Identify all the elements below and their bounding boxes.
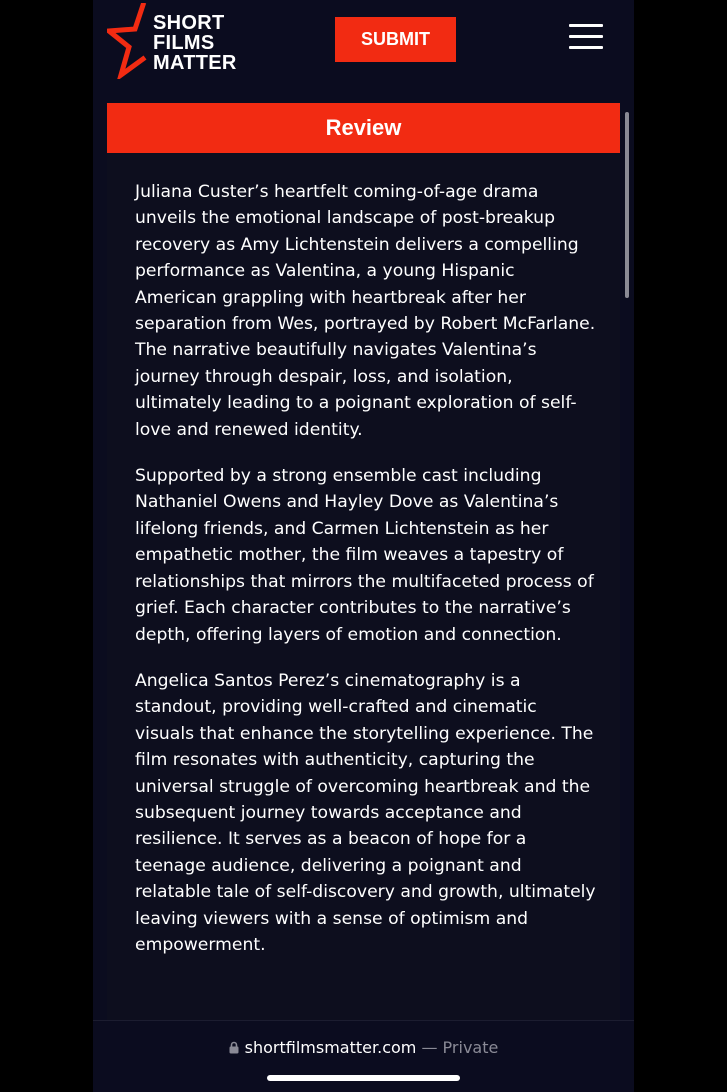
review-title: Review <box>107 103 620 153</box>
logo-wordmark <box>153 13 237 73</box>
review-paragraph-2: Supported by a strong ensemble cast including Nathaniel Owens and Hayley Dove as Valentina’s lifelong friends, and Carmen Lichtenstein as her empathetic mother, the film weaves a tapestry of relationships that mirrors the multifaceted process of grief. Each character contributes to the narrative’s depth, offering layers of emotion and connection. <box>135 466 594 645</box>
site-header <box>93 0 634 96</box>
home-indicator[interactable] <box>267 1075 460 1081</box>
url-domain: shortfilmsmatter.com <box>244 1038 417 1057</box>
page-scrollbar[interactable] <box>625 112 629 298</box>
logo-line-3: MATTER <box>153 52 237 74</box>
browser-address-bar[interactable] <box>93 1020 634 1092</box>
menu-button[interactable] <box>569 24 603 50</box>
lock-icon <box>229 1041 239 1054</box>
review-paragraph-3: Angelica Santos Perez’s cinematography is a standout, providing well-crafted and cinematic visuals that enhance the storytelling experience. The film resonates with authenticity, capturing the universal struggle of overcoming heartbreak and the subsequent journey towards acceptance and resilience. It serves as a beacon of hope for a teenage audience, delivering a poignant and relatable tale of self-discovery and growth, ultimately leaving viewers with a sense of optimism and empowerment. <box>135 670 596 955</box>
url-display[interactable] <box>93 1039 634 1057</box>
site-logo[interactable] <box>107 3 247 77</box>
url-separator: — <box>416 1038 443 1057</box>
submit-button[interactable]: SUBMIT <box>335 17 456 62</box>
privacy-label: Private <box>442 1038 499 1057</box>
phone-viewport <box>93 0 634 1092</box>
logo-line-2: FILMS <box>153 32 215 54</box>
logo-line-1: SHORT <box>153 12 225 34</box>
review-body <box>135 179 597 978</box>
review-paragraph-1: Juliana Custer’s heartfelt coming-of-age drama unveils the emotional landscape of post-breakup recovery as Amy Lichtenstein delivers a compelling performance as Valentina, a young Hispanic American grappling with heartbreak after her separation from Wes, portrayed by Robert McFarlane. The narrative beautifully navigates Valentina’s journey through despair, loss, and isolation, ultimately leading to a poignant exploration of self-love and renewed identity. <box>135 182 596 440</box>
review-section <box>107 103 620 1020</box>
